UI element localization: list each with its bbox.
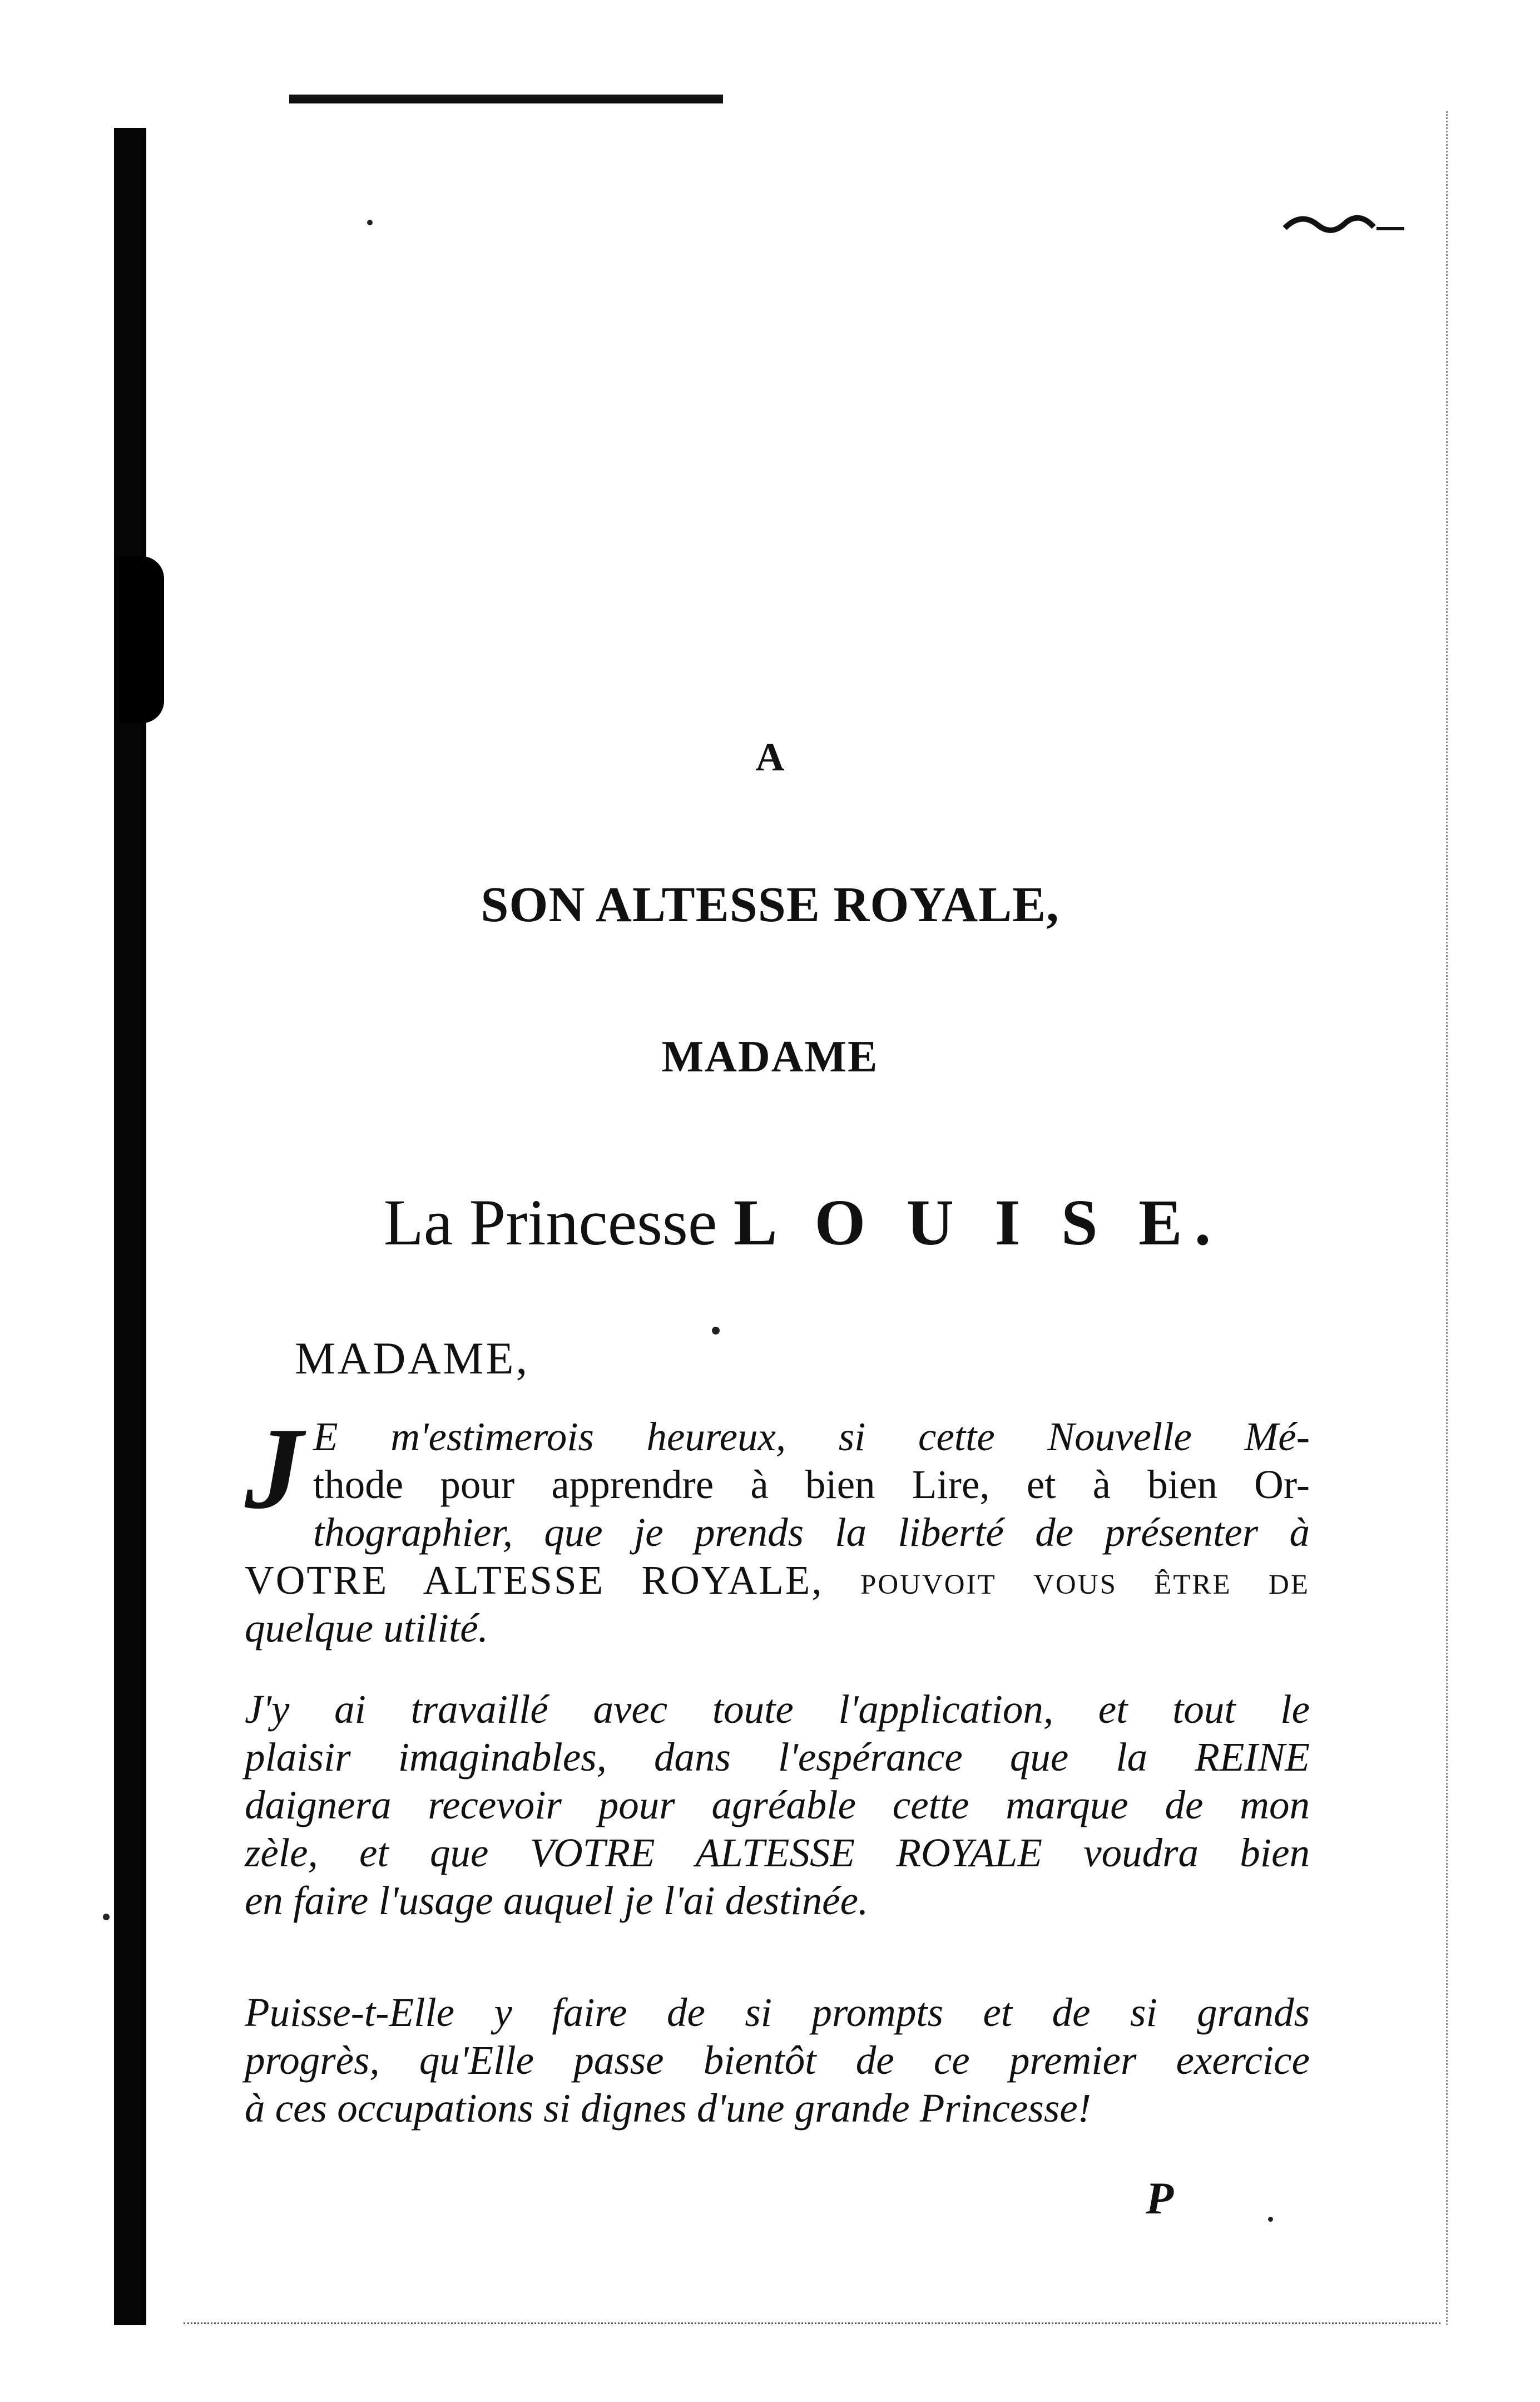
ink-speck — [103, 1914, 110, 1920]
ornament-icon — [1279, 206, 1407, 245]
top-rule — [289, 95, 723, 103]
paragraph-2 — [245, 1686, 1310, 1925]
paragraph-line: daignera recevoir pour agréable cette marque de mon — [245, 1782, 1310, 1827]
paragraph-3 — [245, 1989, 1310, 2132]
paragraph-line: plaisir imaginables, dans l'espérance que la REINE — [245, 1734, 1310, 1780]
paragraph-line: à ces occupations si dignes d'une grande Princesse! — [245, 2085, 1091, 2131]
ink-speck — [367, 220, 373, 225]
paragraph-1 — [245, 1404, 1310, 1652]
paragraph-line: en faire l'usage auquel je l'ai destinée. — [245, 1878, 869, 1923]
binding-blot — [120, 556, 164, 723]
catchword: P — [1146, 2173, 1174, 2223]
paragraph-line: VOTRE ALTESSE ROYALE, pouvoit vous être de — [245, 1558, 1310, 1603]
paragraph-line: J'y ai travaillé avec toute l'application, et tout le — [245, 1687, 1310, 1732]
paragraph-line: quelque utilité. — [245, 1605, 488, 1650]
princess-prefix: La Princesse — [383, 1186, 717, 1259]
paragraph-line: thode pour apprendre à bien Lire, et à bien Or- — [313, 1462, 1310, 1507]
paragraph-line: zèle, et que VOTRE ALTESSE ROYALE voudra bien — [245, 1830, 1310, 1875]
salutation: MADAME, — [295, 1333, 530, 1383]
page-edge-bottom — [184, 2322, 1440, 2326]
ink-speck — [712, 1327, 720, 1335]
dedication-to: A — [755, 735, 785, 779]
princess-name: L O U I S E. — [733, 1186, 1224, 1259]
paragraph-line: thographier, que je prends la liberté de présenter à — [313, 1510, 1310, 1555]
ink-speck — [1268, 2217, 1273, 2222]
drop-cap: J — [245, 1404, 303, 1533]
paragraph-line: Puisse-t-Elle y faire de si prompts et de si grands — [245, 1990, 1310, 2035]
dedication-princess — [33, 1185, 1540, 1261]
paragraph-line: progrès, qu'Elle passe bientôt de ce premier exercice — [245, 2038, 1310, 2083]
paragraph-line: E m'estimerois heureux, si cette Nouvelle Mé- — [313, 1414, 1310, 1459]
dedication-title: SON ALTESSE ROYALE, — [481, 877, 1059, 932]
dedication-madame: MADAME — [661, 1032, 879, 1081]
